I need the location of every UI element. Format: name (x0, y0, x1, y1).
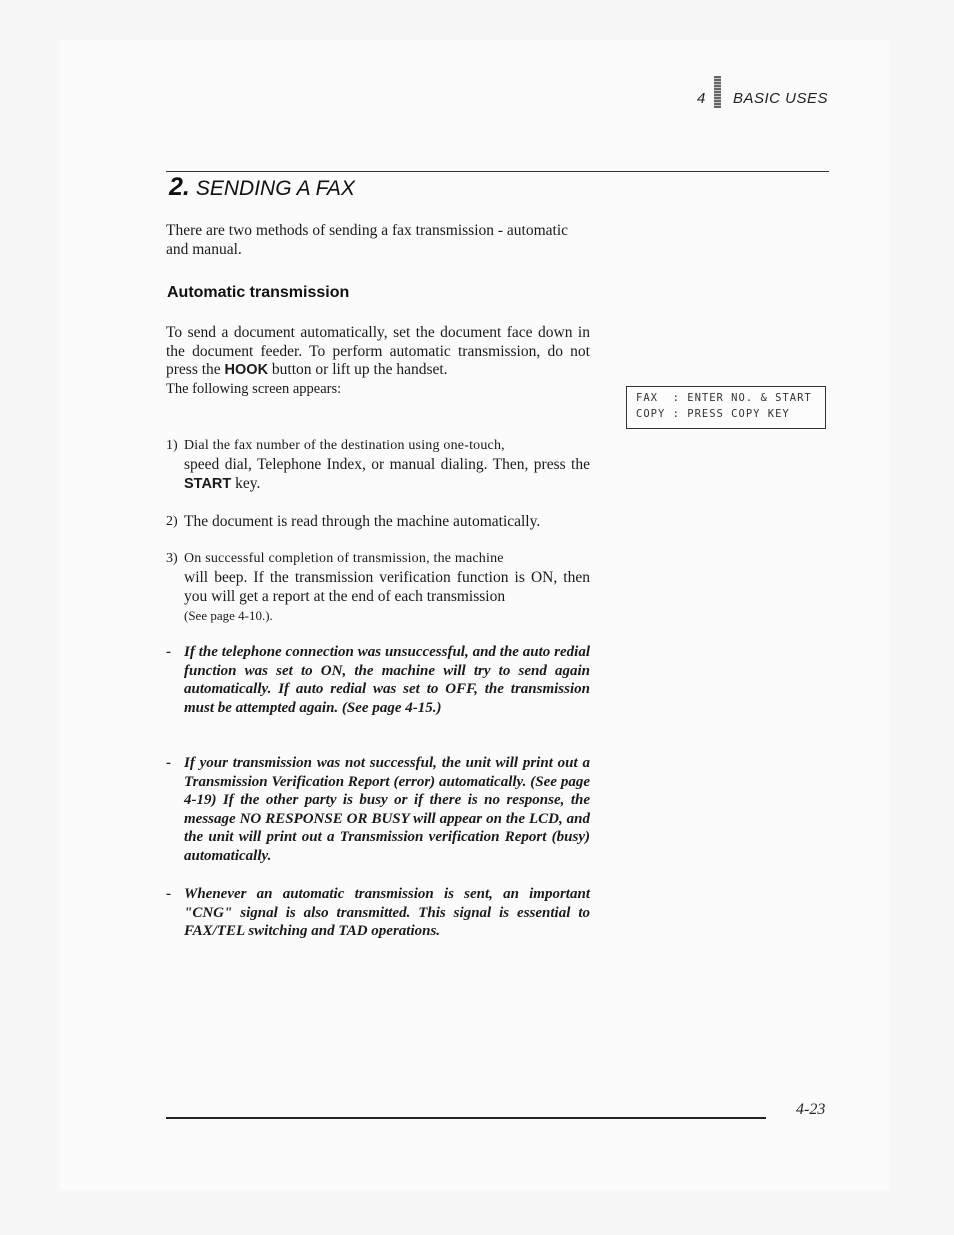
step-first-line: On successful completion of transmission, the machine (184, 551, 504, 566)
note-text: If the telephone connection was unsuccessful, and the auto redial function was set to ON, the machine will try to send again automatically. If auto redial was set to OFF, the transmission must be attempted again. (See page 4-15.) (184, 644, 590, 716)
step-text: will beep. If the transmission verification function is ON, then you will get a report at the end of each transmission (184, 569, 590, 605)
step-text: The document is read through the machine automatically. (184, 513, 541, 530)
lcd-line-1: FAX : ENTER NO. & START (636, 392, 812, 404)
step-1 (166, 436, 590, 494)
section-title: BASIC USES (733, 90, 829, 107)
step-reference: (See page 4-10.). (184, 608, 273, 623)
note-text: If your transmission was not successful, the unit will print out a Transmission Verification Report (error) automatically. (See page 4-19) If the other party is busy or if there is no response, the message NO RESPONSE OR BUSY will appear on the LCD, and the unit will print out a Transmission verification Report (busy) automatically. (184, 755, 590, 864)
note-redial (166, 643, 590, 717)
section-heading: Automatic transmission (167, 284, 350, 301)
step-text-after: key. (231, 475, 261, 492)
step-first-line: Dial the fax number of the destination using one-touch, (184, 438, 505, 453)
intro-paragraph: There are two methods of sending a fax transmission - automatic and manual. (166, 222, 569, 258)
para-text-before: To send a document automatically, set the document face down in the document feeder. To perform automatic transmission, do not press the (166, 324, 590, 378)
automatic-paragraph (166, 324, 590, 398)
note-cng-signal (166, 885, 590, 941)
step-number: 3) (166, 551, 178, 566)
step-3 (166, 549, 590, 625)
lcd-line-2: COPY : PRESS COPY KEY (636, 408, 790, 420)
page-title (169, 173, 355, 202)
step-text-before: speed dial, Telephone Index, or manual dialing. Then, press the (184, 456, 590, 473)
title-rule (166, 171, 829, 172)
para-text-after: button or lift up the handset. (268, 361, 448, 378)
start-key-label: START (184, 476, 232, 492)
step-2 (166, 512, 590, 531)
step-number: 2) (166, 514, 178, 529)
screen-appears-text: The following screen appears: (166, 380, 342, 397)
step-number: 1) (166, 438, 178, 453)
step-text (166, 455, 590, 494)
running-header (690, 88, 830, 110)
note-text: Whenever an automatic transmission is sent, an important "CNG" signal is also transmitted. This signal is essential to FAX/TEL switching and TAD operations. (184, 886, 590, 939)
chapter-number: 4 (697, 90, 706, 107)
hook-key-label: HOOK (224, 362, 269, 378)
lcd-display-box (626, 386, 826, 429)
title-text: SENDING A FAX (195, 177, 355, 200)
note-dash: - (166, 644, 171, 660)
title-number: 2. (169, 173, 190, 201)
page-number: 4-23 (796, 1101, 826, 1118)
note-verification-report (166, 754, 590, 865)
footer-rule (166, 1117, 766, 1119)
note-dash: - (166, 886, 171, 902)
note-dash: - (166, 755, 171, 771)
chapter-marker-bar (714, 76, 721, 108)
